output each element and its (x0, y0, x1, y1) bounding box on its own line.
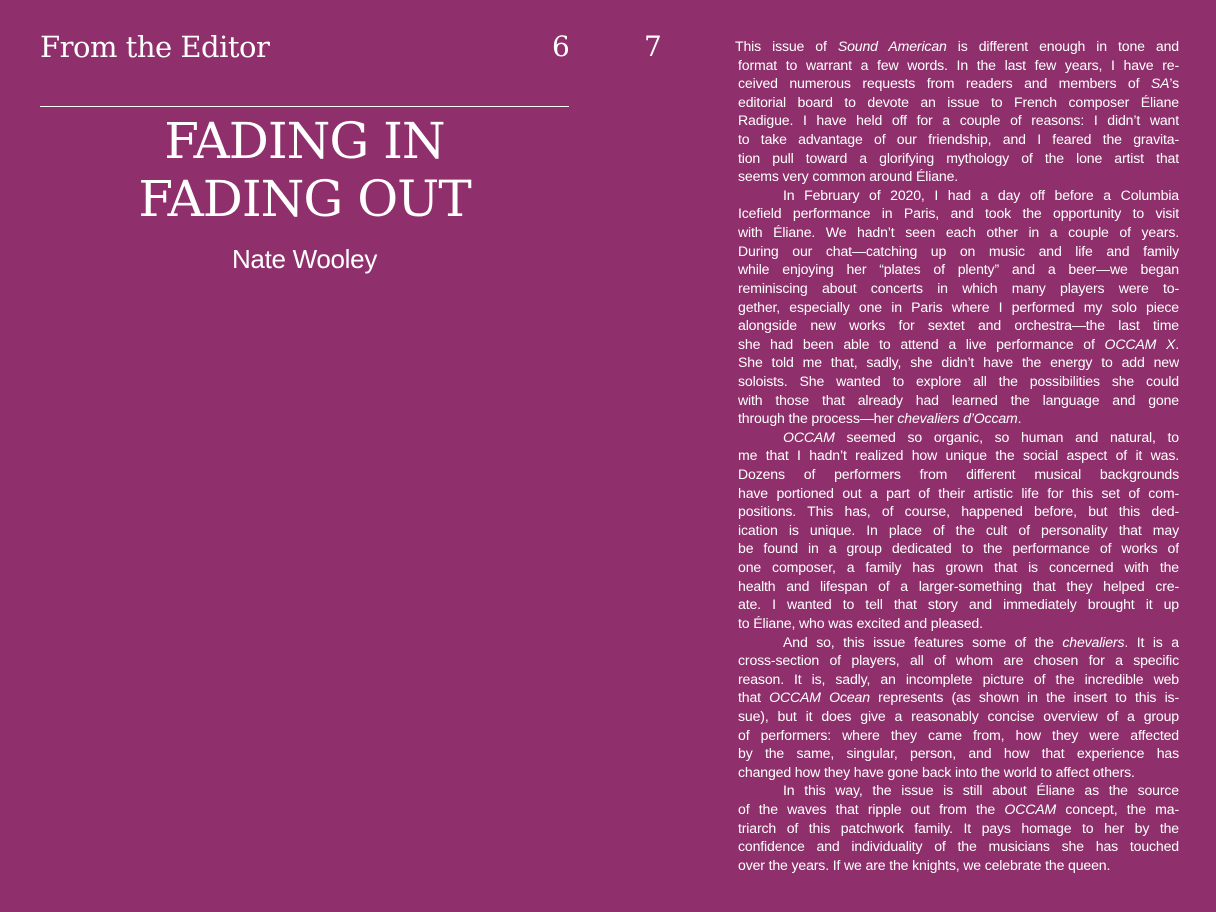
body-text-run: with Éliane. We hadn’t seen each other in a couple of years. (738, 224, 1179, 241)
body-line (738, 558, 1179, 577)
body-line (738, 781, 1179, 800)
body-line (738, 335, 1179, 354)
body-text-run: ication is unique. In place of the cult of personality that may (738, 521, 1179, 538)
body-line (738, 744, 1179, 763)
body-line (738, 316, 1179, 335)
body-text-run: concept, the ma- (1056, 800, 1179, 817)
body-text-run: . It is a (1124, 633, 1179, 650)
body-line (738, 260, 1179, 279)
body-text-run: tion pull toward a glorifying mythology of the lone artist that (738, 149, 1179, 166)
section-title: From the Editor (40, 30, 270, 64)
italic-text: OCCAM Ocean (769, 689, 870, 706)
body-line (738, 539, 1179, 558)
body-text-run: me that I hadn’t realized how unique the social aspect of it was. (738, 447, 1179, 464)
body-line (738, 279, 1179, 298)
body-line (738, 167, 1179, 186)
body-text-run: reminiscing about concerts in which many players were to- (738, 279, 1179, 296)
body-line (738, 74, 1179, 93)
body-text-run: over the years. If we are the knights, we celebrate the queen. (738, 856, 1111, 873)
body-text-run: gether, especially one in Paris where I performed my solo piece (738, 298, 1179, 315)
italic-text: chevaliers d’Occam (897, 410, 1018, 427)
body-text-run: represents (as shown in the insert to this is- (869, 689, 1179, 706)
body-text-run: Radigue. I have held off for a couple of reasons: I didn’t want (738, 112, 1179, 129)
title-divider (40, 106, 569, 107)
body-text-run: This issue of (735, 38, 838, 54)
body-text-run: ’s (1169, 75, 1179, 92)
body-line (738, 353, 1179, 372)
body-line (738, 502, 1179, 521)
body-line (738, 614, 1179, 633)
body-text-run: She told me that, sadly, she didn’t have the energy to add new (738, 354, 1179, 371)
body-line (738, 819, 1179, 838)
body-line (738, 186, 1179, 205)
body-text-run: to take advantage of our friendship, and I feared the gravita- (738, 131, 1179, 148)
body-line (738, 446, 1179, 465)
body-text-run: alongside new works for sextet and orchestra—the last time (738, 317, 1179, 334)
body-line (738, 688, 1179, 707)
body-line (738, 651, 1179, 670)
body-line (738, 595, 1179, 614)
body-line (738, 409, 1179, 428)
body-text-run: confidence and individuality of the musicians she has touched (738, 838, 1179, 855)
page-number-right: 7 (644, 30, 662, 63)
body-line (738, 204, 1179, 223)
page-number-left: 6 (552, 30, 570, 63)
body-text-run: have portioned out a part of their artistic life for this set of com- (738, 484, 1179, 501)
body-text-run: while enjoying her “plates of plenty” and a beer—we began (738, 261, 1179, 278)
body-line (738, 372, 1179, 391)
author-name: Nate Wooley (231, 244, 378, 274)
body-line (738, 242, 1179, 261)
body-line (738, 391, 1179, 410)
body-line (738, 670, 1179, 689)
body-line (738, 577, 1179, 596)
body-text-run: reason. It is, sadly, an incomplete picture of the incredible web (738, 670, 1179, 687)
italic-text: Sound American (837, 38, 947, 54)
body-line (738, 633, 1179, 652)
body-text-run: she had been able to attend a live performance of (738, 335, 1105, 352)
article-title-line: FADING OUT (138, 170, 471, 228)
body-line (735, 37, 1179, 56)
body-text-run: through the process—her (738, 410, 898, 427)
body-text-run: . (1017, 410, 1022, 427)
body-text-run: format to warrant a few words. In the last few years, I have re- (738, 56, 1179, 73)
body-text-run: Dozens of performers from different musical backgrounds (738, 466, 1179, 483)
body-text-run: of the waves that ripple out from the (738, 800, 1005, 817)
body-line (738, 111, 1179, 130)
article-title (40, 112, 569, 228)
body-line (738, 428, 1179, 447)
body-text-run: seems very common around Éliane. (738, 168, 959, 185)
body-text-run: Icefield performance in Paris, and took the opportunity to visit (738, 205, 1179, 222)
italic-text: OCCAM X (1104, 335, 1176, 352)
body-text-run: In February of 2020, I had a day off before a Columbia (783, 186, 1179, 203)
article-body (735, 37, 1179, 874)
body-line (738, 856, 1179, 875)
body-text-run: In this way, the issue is still about Éliane as the source (783, 782, 1179, 799)
body-line (738, 465, 1179, 484)
body-text-run: health and lifespan of a larger-something that they helped cre- (738, 577, 1179, 594)
body-text-run: is different enough in tone and (946, 38, 1179, 54)
body-text-run: soloists. She wanted to explore all the possibilities she could (738, 372, 1179, 389)
italic-text: OCCAM (783, 428, 835, 445)
body-line (738, 484, 1179, 503)
article-title-line: FADING IN (164, 112, 445, 170)
body-line (738, 763, 1179, 782)
italic-text: chevaliers (1062, 633, 1125, 650)
italic-text: OCCAM (1004, 800, 1057, 817)
body-line (738, 149, 1179, 168)
body-text-run: that (738, 689, 770, 706)
body-text-run: editorial board to devote an issue to French composer Éliane (738, 93, 1179, 110)
body-line (738, 130, 1179, 149)
body-text-run: sue), but it does give a reasonably concise overview of a group (738, 707, 1179, 724)
body-text-run: ate. I wanted to tell that story and immediately brought it up (738, 596, 1179, 613)
body-line (738, 298, 1179, 317)
body-text-run: ceived numerous requests from readers and members of (738, 75, 1151, 92)
body-text-run: . (1175, 335, 1179, 352)
body-text-run: cross-section of players, all of whom are chosen for a specific (738, 652, 1179, 669)
body-line (738, 800, 1179, 819)
body-text-run: changed how they have gone back into the world to affect others. (738, 763, 1135, 780)
body-text-run: be found in a group dedicated to the performance of works of (738, 540, 1179, 557)
body-text-run: of performers: where they came from, how they were affected (738, 726, 1179, 743)
body-line (738, 93, 1179, 112)
body-line (738, 56, 1179, 75)
body-line (738, 707, 1179, 726)
body-text-run: by the same, singular, person, and how that experience has (738, 745, 1179, 762)
body-line (738, 726, 1179, 745)
body-text-run: to Éliane, who was excited and pleased. (738, 614, 983, 631)
body-text-run: triarch of this patchwork family. It pays homage to her by the (738, 819, 1179, 836)
body-text-run: positions. This has, of course, happened before, but this ded- (738, 503, 1179, 520)
body-text-run: with those that already had learned the language and gone (738, 391, 1179, 408)
italic-text: SA (1150, 75, 1170, 92)
body-line (738, 521, 1179, 540)
body-text-run: seemed so organic, so human and natural, to (834, 428, 1179, 445)
body-text-run: one composer, a family has grown that is concerned with the (738, 559, 1179, 576)
body-text-run: During our chat—catching up on music and life and family (738, 242, 1179, 259)
body-line (738, 223, 1179, 242)
body-line (738, 837, 1179, 856)
body-text-run: And so, this issue features some of the (783, 633, 1063, 650)
